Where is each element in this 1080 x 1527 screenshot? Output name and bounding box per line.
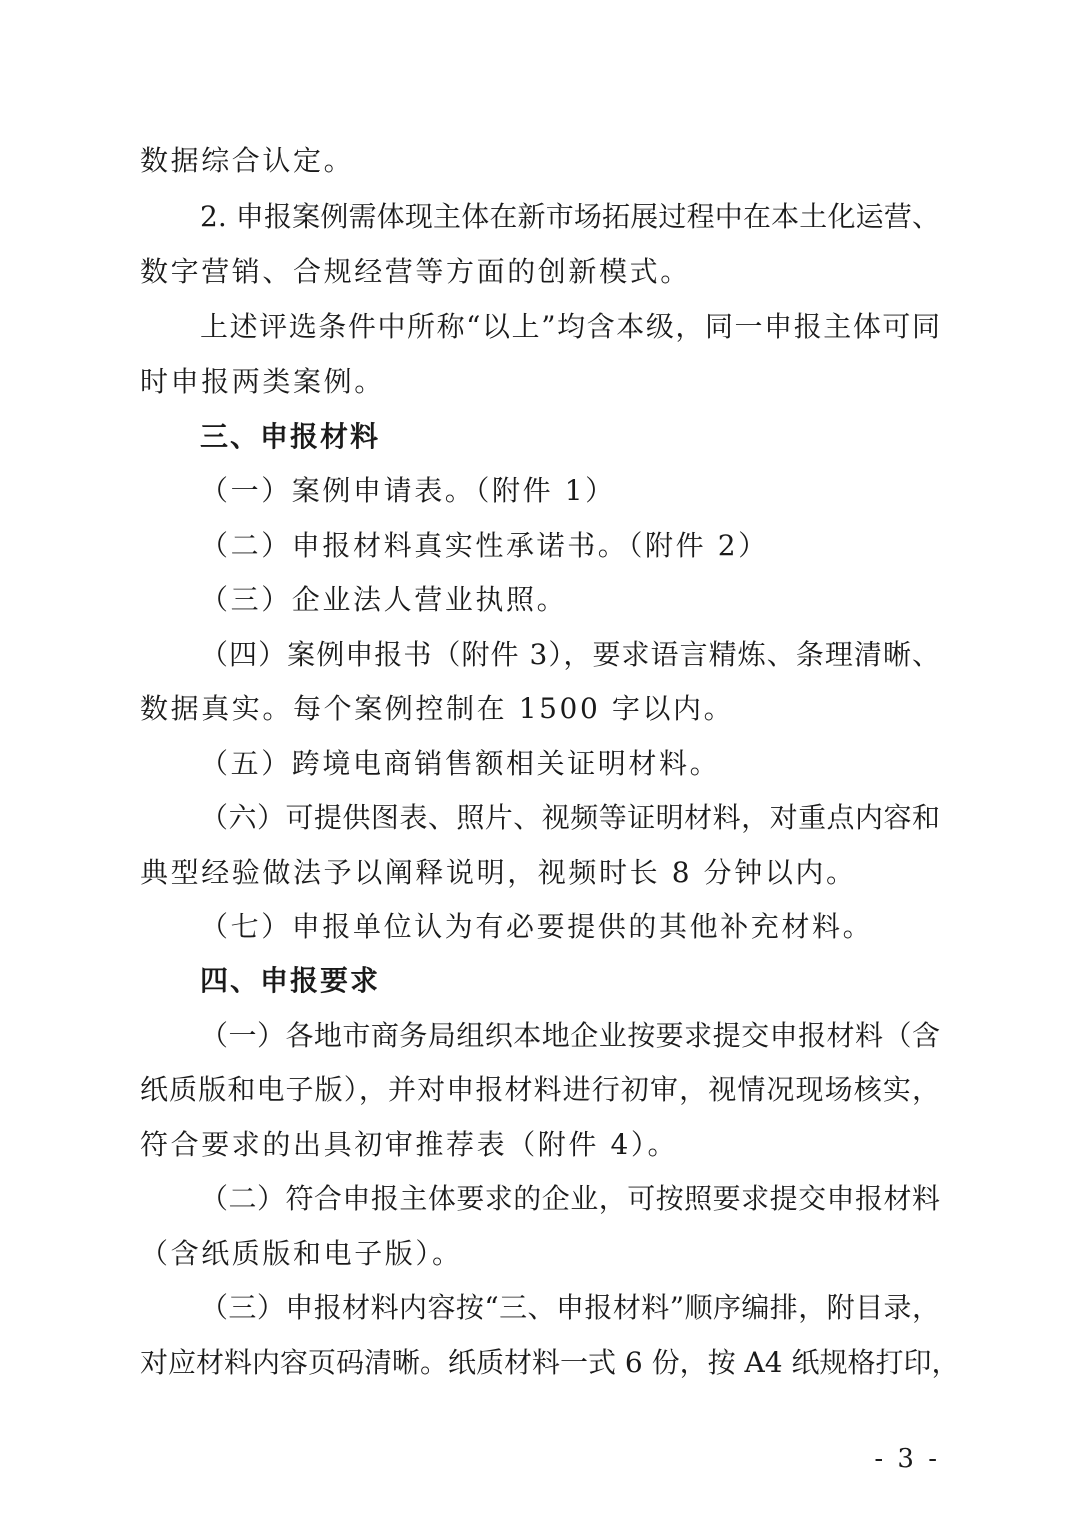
paragraph-line: 时申报两类案例。 [140,365,385,398]
paragraph-line: 2. 申报案例需体现主体在新市场拓展过程中在本土化运营、 [200,200,940,233]
page-number: - 3 - [874,1444,940,1474]
list-item: （三）申报材料内容按“三、申报材料”顺序编排，附目录， [200,1291,940,1324]
paragraph-line: （含纸质版和电子版）。 [140,1237,463,1270]
paragraph-line: 上述评选条件中所称“以上”均含本级，同一申报主体可同 [200,310,940,343]
list-item: （一）案例申请表。（附件 1） [200,474,616,507]
list-item: （二）申报材料真实性承诺书。（附件 2） [200,529,769,562]
list-item: （二）符合申报主体要求的企业，可按照要求提交申报材料 [200,1182,940,1215]
paragraph-line: 数据真实。每个案例控制在 1500 字以内。 [140,692,735,725]
list-item: （三）企业法人营业执照。 [200,583,568,616]
paragraph-line: 典型经验做法予以阐释说明，视频时长 8 分钟以内。 [140,856,857,889]
paragraph-line: 符合要求的出具初审推荐表（附件 4）。 [140,1128,679,1161]
list-item: （五）跨境电商销售额相关证明材料。 [200,747,721,780]
paragraph-line: 纸质版和电子版），并对申报材料进行初审，视情况现场核实， [140,1073,940,1106]
list-item: （七）申报单位认为有必要提供的其他补充材料。 [200,910,874,943]
paragraph-line: 对应材料内容页码清晰。纸质材料一式 6 份，按 A4 纸规格打印， [140,1346,960,1379]
paragraph-line: 数据综合认定。 [140,144,355,177]
list-item: （六）可提供图表、照片、视频等证明材料，对重点内容和 [200,801,940,834]
section-heading: 三、申报材料 [200,420,381,453]
list-item: （一）各地市商务局组织本地企业按要求提交申报材料（含 [200,1019,940,1052]
list-item: （四）案例申报书（附件 3），要求语言精炼、条理清晰、 [200,638,940,671]
section-heading: 四、申报要求 [200,964,381,997]
paragraph-line: 数字营销、合规经营等方面的创新模式。 [140,255,691,288]
